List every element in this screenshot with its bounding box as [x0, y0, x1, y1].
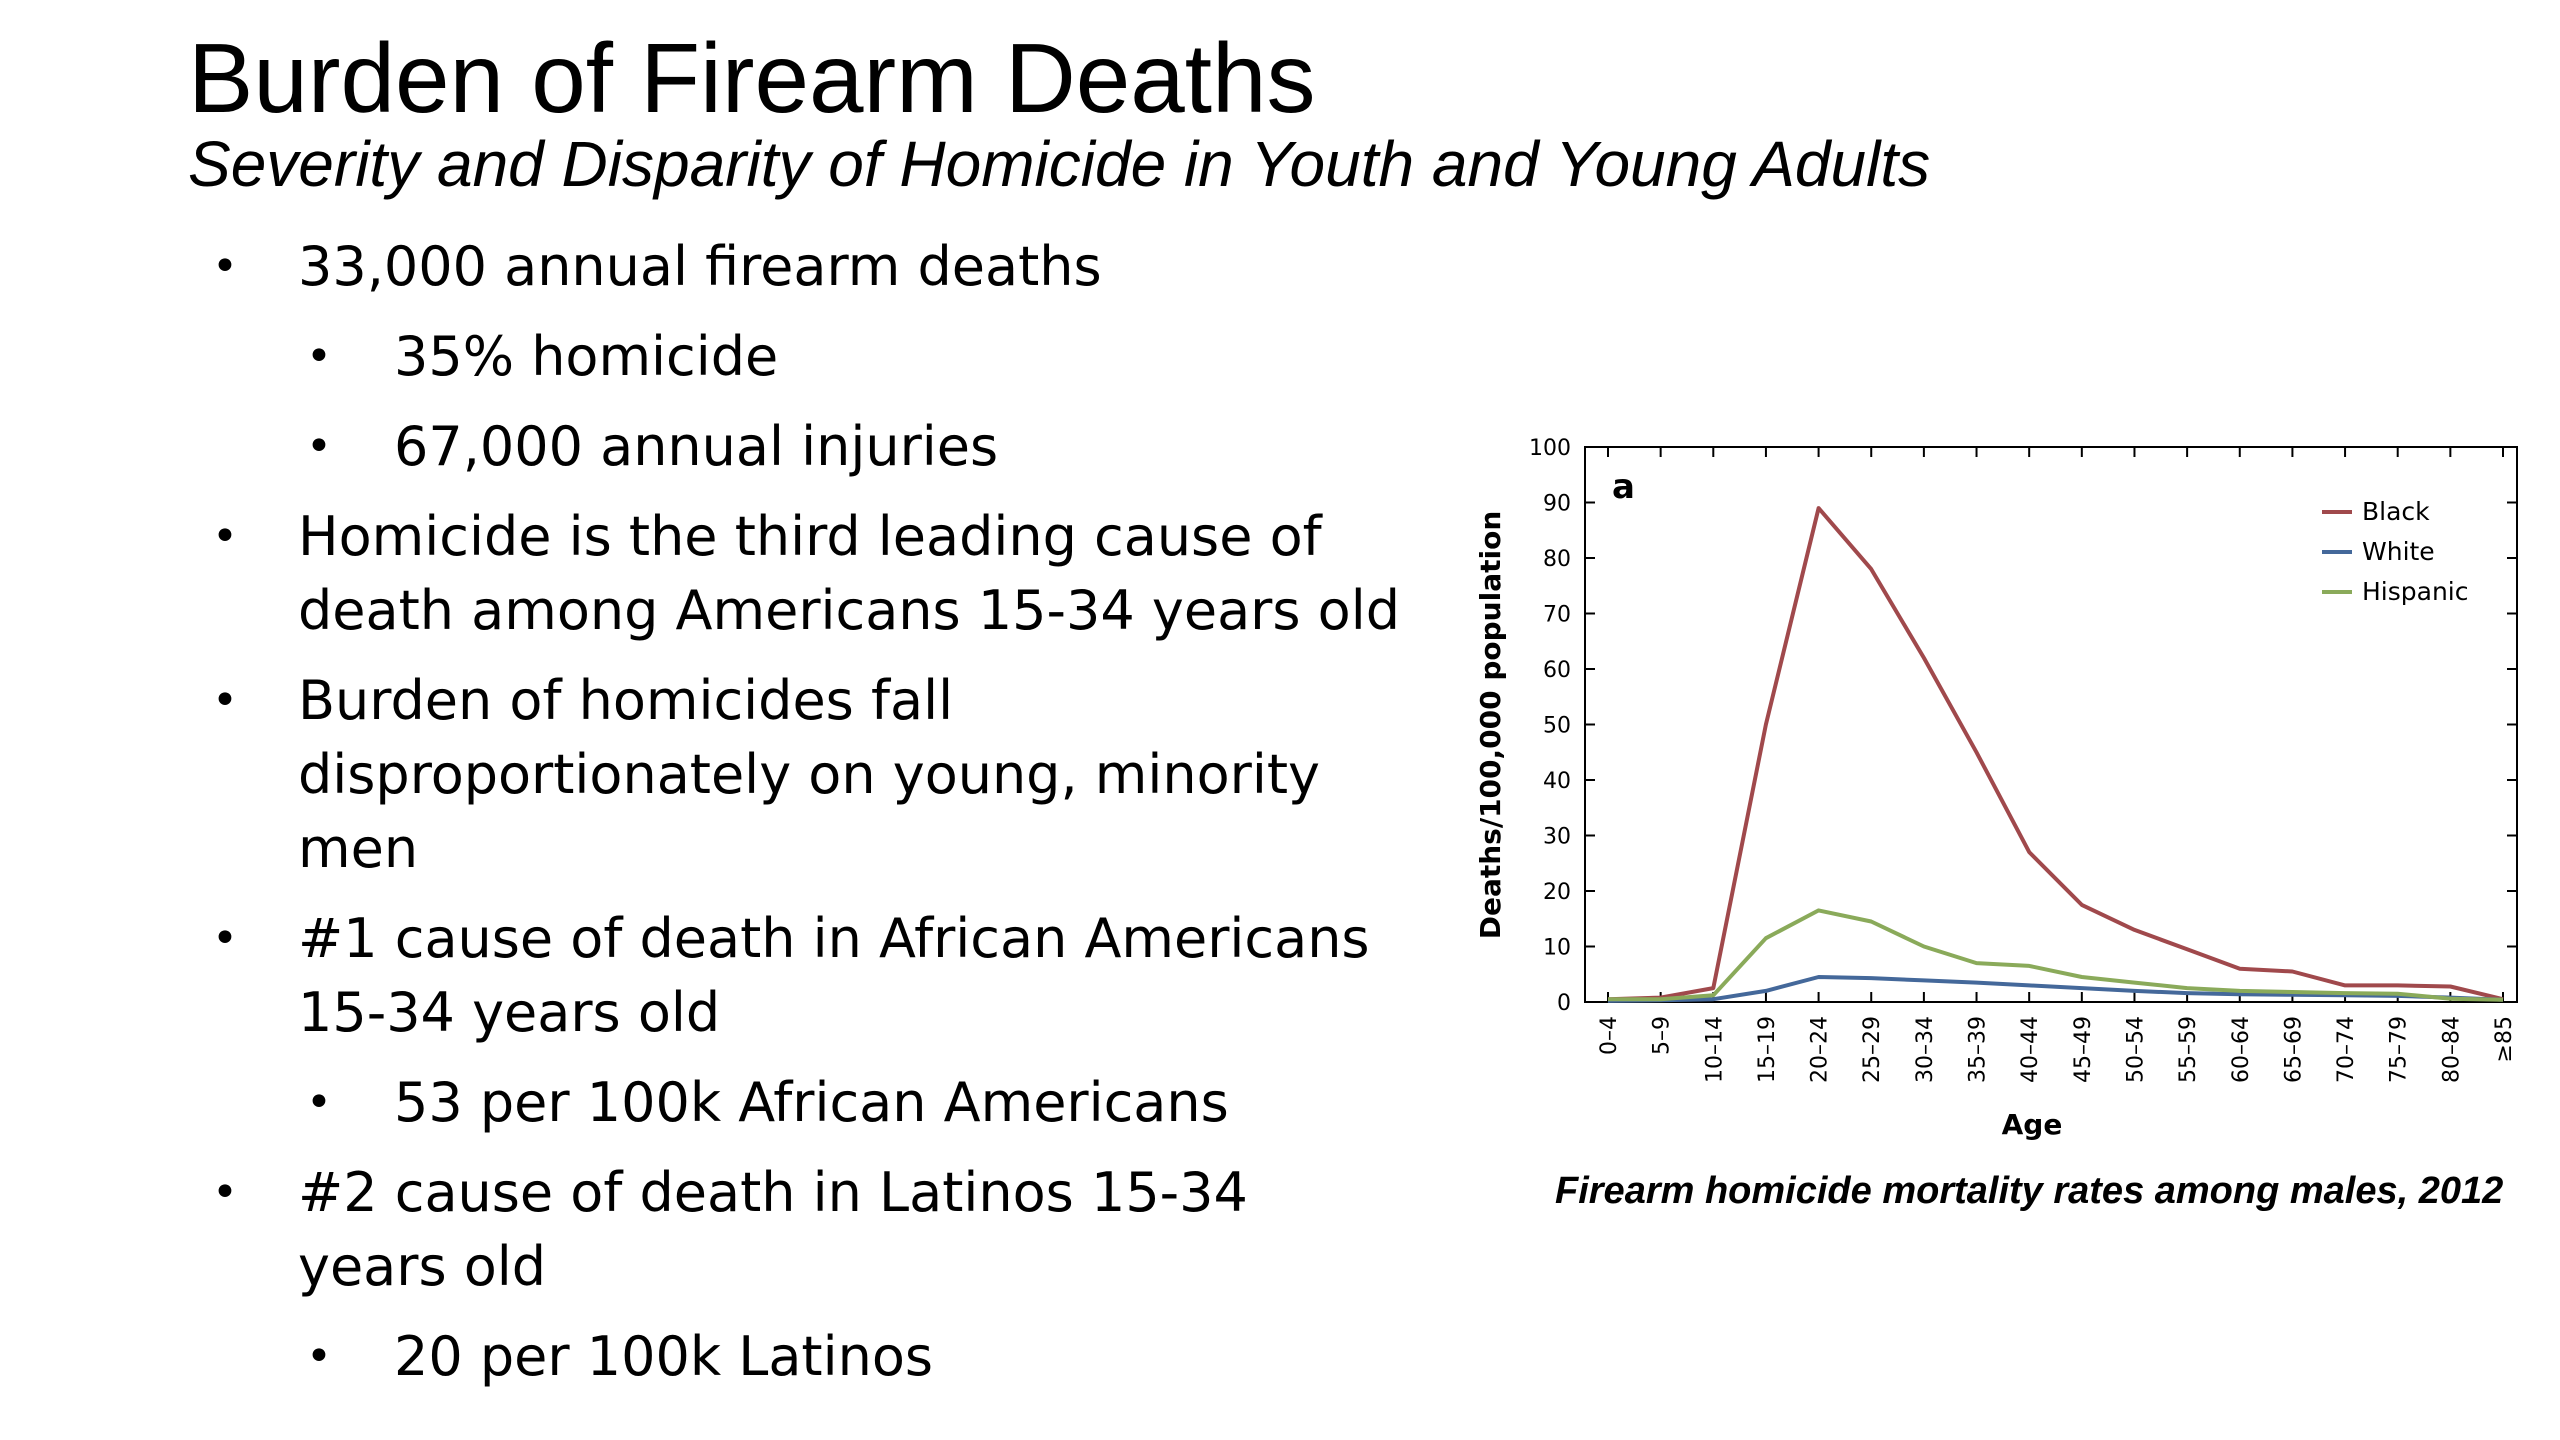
bullet-text: 20 per 100k Latinos	[394, 1325, 933, 1388]
bullet-text: 35% homicide	[394, 325, 779, 388]
bullet-glyph: •	[306, 1331, 332, 1382]
x-axis-label: Age	[2001, 1108, 2063, 1141]
bullet-glyph: •	[306, 1077, 332, 1128]
bullet-glyph: •	[212, 241, 238, 292]
x-tick-label: 75–79	[2386, 1016, 2412, 1083]
plot-frame	[1585, 447, 2517, 1002]
x-tick-label: 40–44	[2018, 1016, 2044, 1083]
x-tick-label: ≥85	[2492, 1016, 2517, 1063]
bullet-glyph: •	[212, 675, 238, 726]
slide-subtitle: Severity and Disparity of Homicide in Youth and Young Adults	[188, 128, 1931, 200]
y-tick-label: 100	[1529, 436, 1571, 461]
bullet-text: Homicide is the third leading cause of death among Americans 15-34 years old	[298, 505, 1400, 642]
bullet-item	[200, 1066, 1400, 1140]
line-chart	[1460, 420, 2540, 1240]
x-tick-label: 70–74	[2334, 1016, 2360, 1083]
legend-label: Black	[2362, 497, 2430, 526]
x-tick-label: 15–19	[1754, 1016, 1780, 1083]
bullet-item	[200, 410, 1400, 484]
x-tick-label: 80–84	[2439, 1016, 2465, 1083]
bullet-item	[200, 500, 1400, 648]
legend-label: White	[2362, 537, 2435, 566]
x-tick-label: 45–49	[2070, 1016, 2096, 1083]
y-tick-label: 40	[1543, 769, 1571, 794]
panel-label: a	[1612, 467, 1635, 507]
bullet-list	[200, 230, 1400, 1394]
x-tick-label: 25–29	[1860, 1016, 1886, 1083]
y-tick-label: 50	[1543, 713, 1571, 739]
chart-caption: Firearm homicide mortality rates among males, 2012	[1555, 1170, 2504, 1212]
y-axis-label: Deaths/100,000 population	[1474, 510, 1507, 940]
bullet-glyph: •	[306, 421, 332, 472]
x-tick-label: 10–14	[1702, 1016, 1728, 1083]
bullet-item	[200, 1320, 1400, 1394]
bullet-item	[200, 902, 1400, 1050]
slide-title: Burden of Firearm Deaths	[188, 23, 1316, 133]
x-tick-label: 0–4	[1597, 1016, 1622, 1055]
bullet-item	[200, 230, 1400, 304]
bullet-item	[200, 320, 1400, 394]
x-tick-label: 60–64	[2228, 1016, 2254, 1083]
bullet-text: Burden of homicides fall disproportionately on young, minority men	[298, 669, 1320, 880]
bullet-glyph: •	[306, 331, 332, 382]
x-tick-label: 20–24	[1807, 1016, 1833, 1083]
y-tick-label: 80	[1543, 547, 1571, 572]
y-tick-label: 0	[1557, 991, 1571, 1016]
bullet-text: 67,000 annual injuries	[394, 415, 999, 478]
y-tick-label: 10	[1543, 935, 1571, 961]
x-tick-label: 65–69	[2281, 1016, 2307, 1083]
series-line-white	[1608, 977, 2503, 1001]
bullet-glyph: •	[212, 913, 238, 964]
legend-label: Hispanic	[2362, 577, 2469, 606]
bullet-text: 33,000 annual firearm deaths	[298, 235, 1102, 298]
x-tick-label: 50–54	[2123, 1016, 2149, 1083]
bullet-text: #1 cause of death in African Americans 15-34 years old	[298, 907, 1370, 1044]
y-tick-label: 90	[1543, 491, 1571, 517]
bullet-text: #2 cause of death in Latinos 15-34 years old	[298, 1161, 1248, 1298]
bullet-glyph: •	[212, 1167, 238, 1218]
chart	[1460, 420, 2540, 1240]
x-tick-label: 5–9	[1649, 1016, 1675, 1055]
y-tick-label: 60	[1543, 658, 1571, 683]
y-tick-label: 30	[1543, 824, 1571, 850]
bullet-item	[200, 664, 1400, 886]
bullet-item	[200, 1156, 1400, 1304]
x-tick-label: 35–39	[1965, 1016, 1991, 1083]
bullet-text: 53 per 100k African Americans	[394, 1071, 1229, 1134]
bullet-glyph: •	[212, 511, 238, 562]
x-tick-label: 55–59	[2176, 1016, 2202, 1083]
y-tick-label: 20	[1543, 880, 1571, 905]
y-tick-label: 70	[1543, 602, 1571, 628]
x-tick-label: 30–34	[1912, 1016, 1938, 1083]
